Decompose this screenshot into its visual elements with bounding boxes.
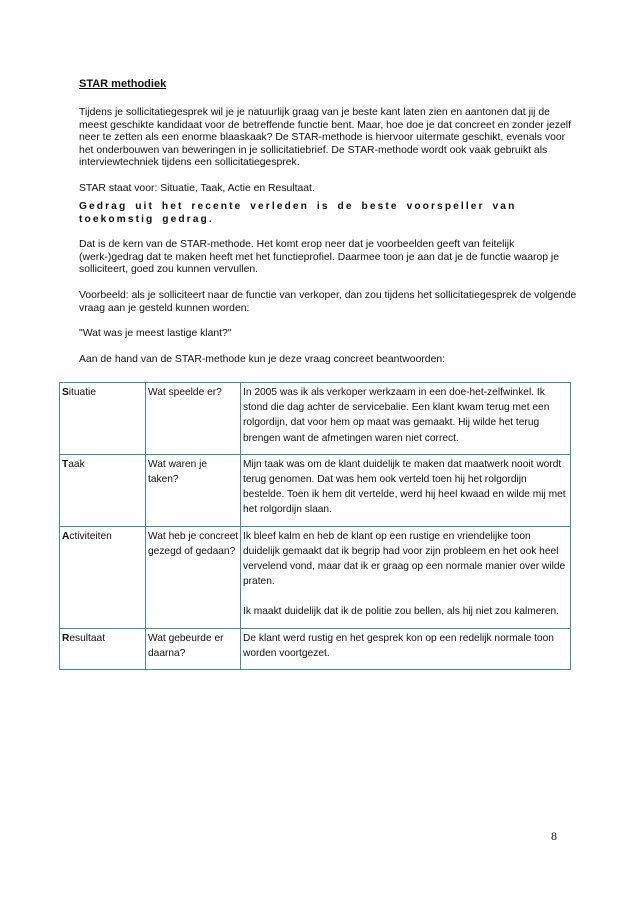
- row-answer: [241, 454, 571, 526]
- table-row: [60, 383, 571, 455]
- page-number: 8: [551, 829, 557, 843]
- row-label-rest: ctiviteiten: [69, 530, 112, 542]
- answer-paragraph: In 2005 was ik als verkoper werkzaam in een doe-het-zelfwinkel. Ik stond die dag achter de servicebalie. Een klant kwam terug met een rolgordijn, dat voor hem op maat was gemaakt. Hij wilde het terug brengen want de afmetingen waren niet correct.: [243, 387, 550, 444]
- answer-paragraph: Ik maakt duidelijk dat ik de politie zou bellen, als hij niet zou kalmeren.: [243, 606, 559, 618]
- row-label: [60, 454, 146, 526]
- example-question: "Wat was je meest lastige klant?": [79, 328, 232, 339]
- intro-paragraph: Tijdens je sollicitatiegesprek wil je je natuurlijk graag van je beste kant laten zien en aantonen dat jij de meest geschikte kandidaat voor de betreffende functie bent. Maar, hoe doe je dat concreet en zonder jezelf neer te zetten als een enorme blaaskaak? De STAR-methode is hiervoor uitermate geschikt, evenals voor het onderbouwen van beweringen in je sollicitatiebrief. De STAR-methode wordt ook vaak gebruikt als interviewtechniek tijdens een sollicitatiegesprek.: [79, 107, 571, 169]
- example-paragraph: Voorbeeld: als je solliciteert naar de functie van verkoper, dan zou tijdens het sollicitatiegesprek de volgende vraag aan je gesteld kunnen worden:: [79, 290, 577, 314]
- row-answer: [241, 526, 571, 628]
- row-label-rest: esultaat: [69, 632, 106, 644]
- row-question: Wat gebeurde er daarna?: [146, 628, 241, 669]
- row-question: Wat heb je concreet gezegd of gedaan?: [146, 526, 241, 628]
- core-paragraph: Dat is de kern van de STAR-methode. Het komt erop neer dat je voorbeelden geeft van feitelijk (werk-)gedrag dat te maken heeft met het functieprofiel. Daarmee toon je aan dat je de functie waarop je solliciteert, goed zou kunnen vervullen.: [79, 239, 559, 276]
- row-label-initial: S: [62, 387, 69, 398]
- star-definition: STAR staat voor: Situatie, Taak, Actie en Resultaat.: [79, 183, 315, 194]
- row-label: [60, 526, 146, 628]
- motto-text: Gedrag uit het recente verleden is de beste voorspeller van toekomstig gedrag.: [79, 201, 517, 225]
- row-label-rest: ituatie: [68, 387, 96, 398]
- row-answer: [241, 383, 571, 455]
- section-title: STAR methodiek: [79, 78, 167, 90]
- row-label-initial: R: [62, 632, 70, 644]
- answer-paragraph: Ik bleef kalm en heb de klant op een rustige en vriendelijke toon duidelijk gemaakt dat ik begrip had voor zijn probleem en het ook heel vervelend vond, maar dat ik er graag op een normale manier over wilde praten.: [243, 530, 566, 588]
- answer-paragraph: De klant werd rustig en het gesprek kon op een redelijk normale toon worden voortgezet.: [243, 632, 554, 659]
- row-label-initial: T: [62, 458, 69, 470]
- row-label: [60, 628, 146, 669]
- table-row: [60, 526, 571, 628]
- row-label-rest: aak: [68, 458, 85, 470]
- answer-paragraph: Mijn taak was om de klant duidelijk te maken dat maatwerk nooit wordt terug genomen. Dat was hem ook verteld toen hij het rolgordijn bestelde. Toen ik hem dit vertelde, werd hij heel kwaad en wilde mij met het rolgordijn slaan.: [243, 458, 566, 516]
- row-label: [60, 383, 146, 455]
- star-table: [59, 382, 571, 670]
- row-answer: [241, 628, 571, 669]
- row-question: Wat waren je taken?: [146, 454, 241, 526]
- table-row: [60, 454, 571, 526]
- table-row: [60, 628, 571, 669]
- row-label-initial: A: [62, 530, 70, 542]
- paragraph-gap: [243, 589, 569, 604]
- row-question: Wat speelde er?: [146, 383, 241, 455]
- lead-in-text: Aan de hand van de STAR-methode kun je deze vraag concreet beantwoorden:: [79, 354, 446, 365]
